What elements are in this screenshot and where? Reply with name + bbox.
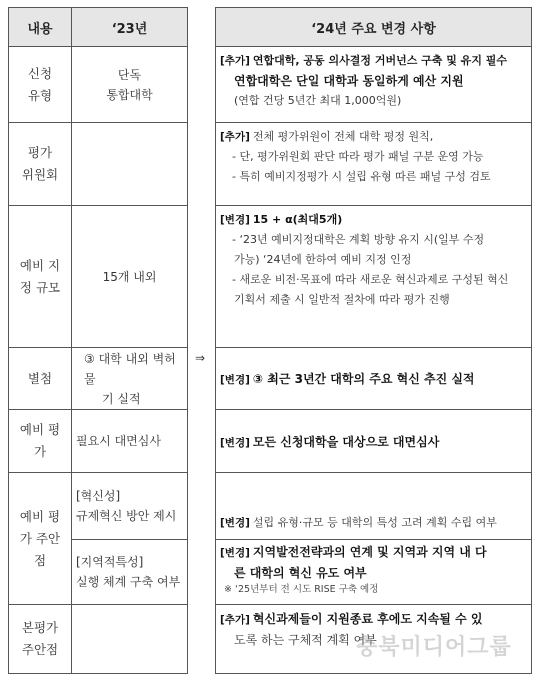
- y23-apply-type: 단독 통합대학: [72, 47, 188, 123]
- y23-focus-regional: [지역적특성] 실행 체계 구축 여부: [72, 540, 188, 605]
- y24-scale: [변경] 15 + α(최대5개) - ‘23년 예비지정대학은 계획 방향 유지 시(일부 수정 가능) ‘24년에 한하여 예비 지정 인정 - 새로운 비전·목표에 따라 새로운 혁신과제로 구성된 혁신 기획서 제출 시 일반적 절차에 따라 평가 진행: [216, 206, 532, 348]
- y23-bonus: ③ 대학 내외 벽허물 기 실적: [72, 348, 188, 410]
- table-2024: [215, 7, 532, 674]
- y24-preeval: [변경] 모든 신청대학을 대상으로 대면심사: [216, 410, 532, 473]
- category-bonus: 별첨: [9, 348, 72, 410]
- y24-focus-regional: [변경] 지역발전전략과의 연계 및 지역과 지역 내 다 른 대학의 혁신 유도 여부 ※ ‘25년부터 전 시도 RISE 구축 예정: [216, 540, 532, 605]
- y23-committee: [72, 123, 188, 206]
- arrow-icon: ⇒: [195, 351, 206, 365]
- y24-committee: [추가] 전체 평가위원이 전체 대학 평정 원칙, - 단, 평가위원회 판단 따라 평가 패널 구분 운영 가능 - 특히 예비지정평가 시 설립 유형 따른 패널 구성 검토: [216, 123, 532, 206]
- y23-scale: 15개 내외: [72, 206, 188, 348]
- y24-main-eval: [추가] 혁신과제들이 지원종료 후에도 지속될 수 있 도록 하는 구체적 계획 여부: [216, 605, 532, 674]
- y24-apply-type: [추가] 연합대학, 공동 의사결정 거버넌스 구축 및 유지 필수 연합대학은 단일 대학과 동일하게 예산 지원 (연합 건당 5년간 최대 1,000억원): [216, 47, 532, 123]
- y23-focus-innovation: [혁신성] 규제혁신 방안 제시: [72, 473, 188, 540]
- category-main-eval: 본평가 주안점: [9, 605, 72, 674]
- category-preeval: 예비 평 가: [9, 410, 72, 473]
- watermark: 충북미디어그룹: [356, 635, 512, 660]
- y23-main-eval: [72, 605, 188, 674]
- y24-focus-innovation: [변경] 설립 유형·규모 등 대학의 특성 고려 계획 수립 여부: [216, 473, 532, 540]
- category-scale: 예비 지 정 규모: [9, 206, 72, 348]
- header-2024: ‘24년 주요 변경 사항: [216, 8, 532, 47]
- y23-preeval: 필요시 대면심사: [72, 410, 188, 473]
- category-committee: 평가 위원회: [9, 123, 72, 206]
- category-focus: 예비 평 가 주안 점: [9, 473, 72, 605]
- header-2023: ‘23년: [72, 8, 188, 47]
- y24-bonus: [변경] ③ 최근 3년간 대학의 주요 혁신 추진 실적: [216, 348, 532, 410]
- table-2023: [8, 7, 188, 674]
- category-apply-type: 신청 유형: [9, 47, 72, 123]
- header-category: 내용: [9, 8, 72, 47]
